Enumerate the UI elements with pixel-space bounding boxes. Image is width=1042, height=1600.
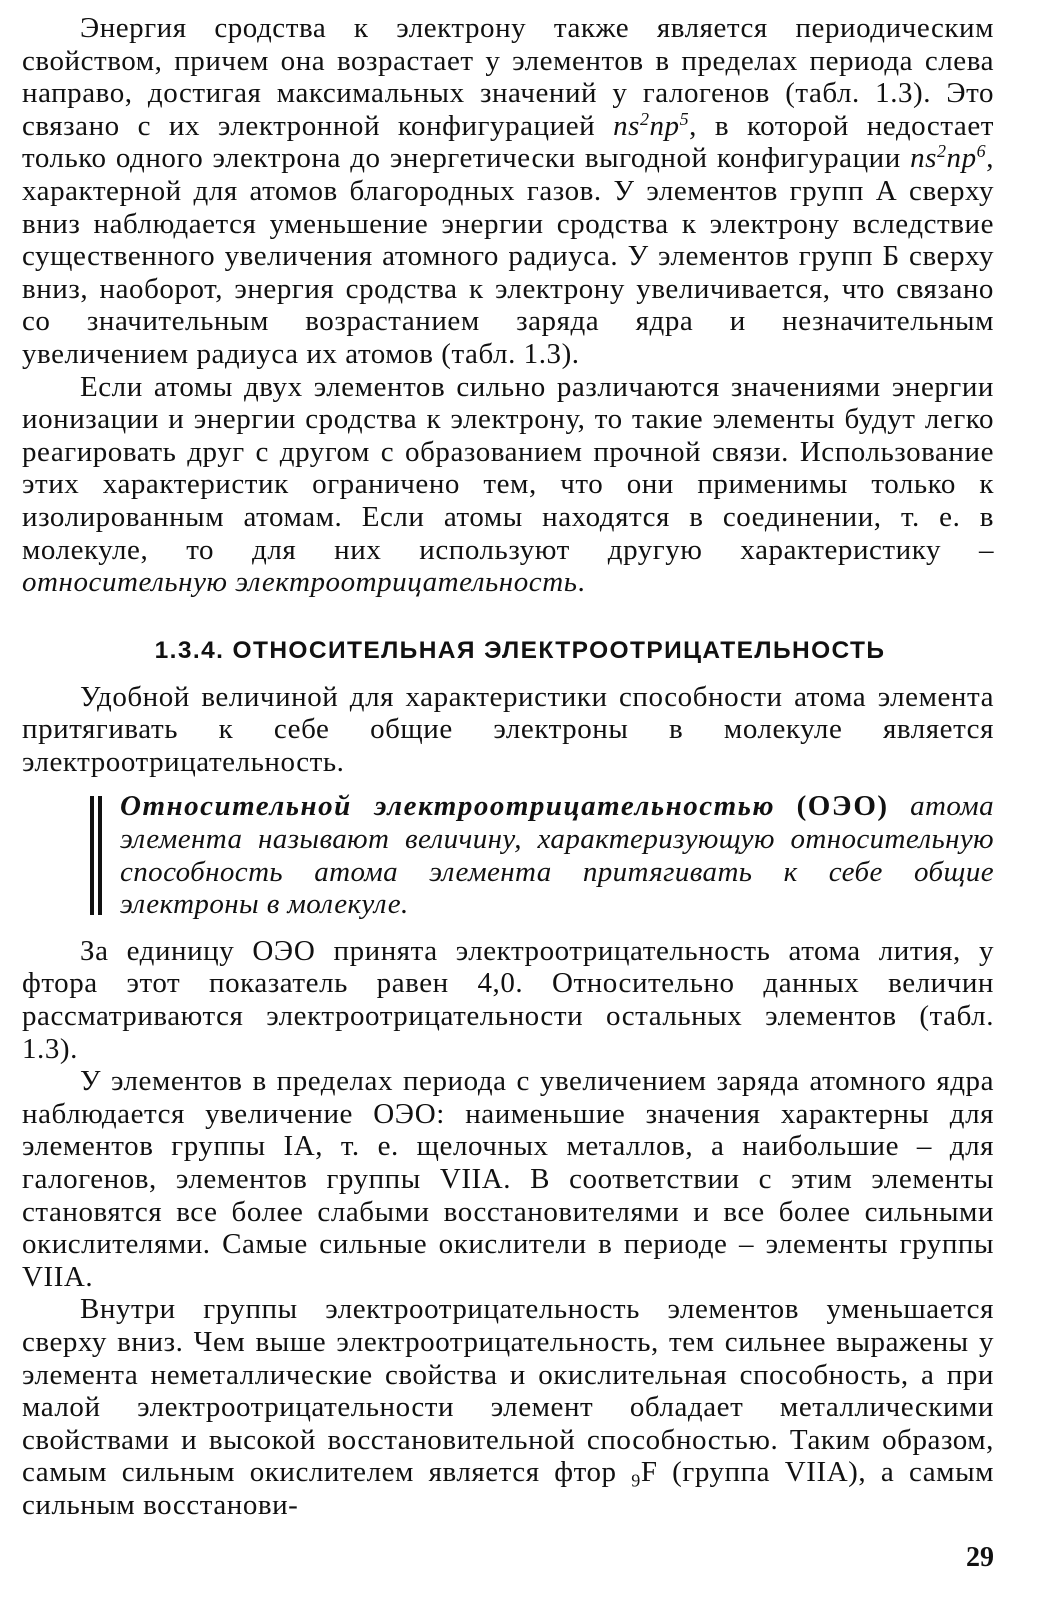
section-heading: 1.3.4. ОТНОСИТЕЛЬНАЯ ЭЛЕКТРООТРИЦАТЕЛЬНОСТЬ [154, 636, 886, 664]
italic-term: относительную электроотрицательность [22, 566, 578, 599]
definition-body: атома элемента называют величину, характеризующую относительную способность атома элемента притягивать к себе общие электроны в молекуле. [120, 790, 994, 921]
paragraph-group [22, 1293, 994, 1521]
subscript-number: 9 [631, 1470, 641, 1491]
paragraph-period: У элементов в пределах периода с увеличением заряда атомного ядра наблюдается увеличение ОЭО: наименьшие значения характерны для элементов группы IA, т. е. щелочных металлов, а наибольшие – для галогенов, элементов группы VIIA. В соответствии с этим элементы становятся все более слабыми восстановителями и все более сильными окислителями. Самые сильные окислители в периоде – элементы группы VIIA. [22, 1065, 994, 1293]
definition-abbr: (ОЭО) [796, 790, 889, 823]
text: Внутри группы электроотрицательность элементов уменьшается сверху вниз. Чем выше электроотрицательность, тем сильнее выражены у элемента неметаллические свойства и окислительная способность, а при малой электроотрицательности элемент обладает металлическими свойствами и высокой восстановительной способностью. Таким образом, самым сильным окислителем является фтор [22, 1293, 994, 1489]
text: , характерной для атомов благородных газов. У элементов групп А сверху вниз наблюдается уменьшение энергии сродства к электрону вследствие существенного увеличения атомного радиуса. У элементов групп Б сверху вниз, наоборот, энергия сродства к электрону увеличивается, что связано со значительным возрастанием заряда ядра и незначительным увеличением радиуса их атомов (табл. 1.3). [22, 142, 994, 370]
definition-text [120, 790, 994, 920]
paragraph-ionization [22, 371, 994, 599]
definition-bar [98, 796, 102, 914]
paragraph-intro: Удобной величиной для характеристики способности атома элемента притягивать к себе общие электроны в молекуле является электроотрицательность. [22, 680, 994, 778]
paragraph-electron-affinity [22, 12, 994, 371]
definition-bar [90, 796, 94, 914]
page-number: 29 [966, 1542, 994, 1573]
paragraph-unit: За единицу ОЭО принята электроотрицательность атома лития, у фтора этот показатель равен 4,0. Относительно данных величин рассматриваются электроотрицательности остальных элементов (табл. 1.3). [22, 934, 994, 1065]
formula-ns2np6: $ns^2np^6$ [910, 141, 987, 175]
text: Если атомы двух элементов сильно различаются значениями энергии ионизации и энергии сродства к электрону, то такие элементы будут легко реагировать друг с другом с образованием прочной связи. Использование этих характеристик ограничено тем, что они применимы только к изолированным атомам. Если атомы находятся в соединении, т. е. в молекуле, то для них используют другую характеристику – [22, 370, 994, 566]
definition-term: Относительной электроотрицательностью [120, 790, 776, 823]
text: F (группа VIIA), а самым сильным восстанови- [22, 1456, 995, 1521]
text: . [577, 566, 586, 599]
definition-box [22, 790, 994, 920]
formula-ns2np5: $ns^2np^5$ [613, 108, 690, 142]
text: , в которой недостает только одного электрона до энергетически выгодной конфигурации [22, 109, 994, 175]
text: Энергия сродства к электрону также является периодическим свойством, причем она возрастает у элементов в пределах периода слева направо, достигая максимальных значений у галогенов (табл. 1.3). Это связано с их электронной конфигурацией [22, 12, 994, 142]
